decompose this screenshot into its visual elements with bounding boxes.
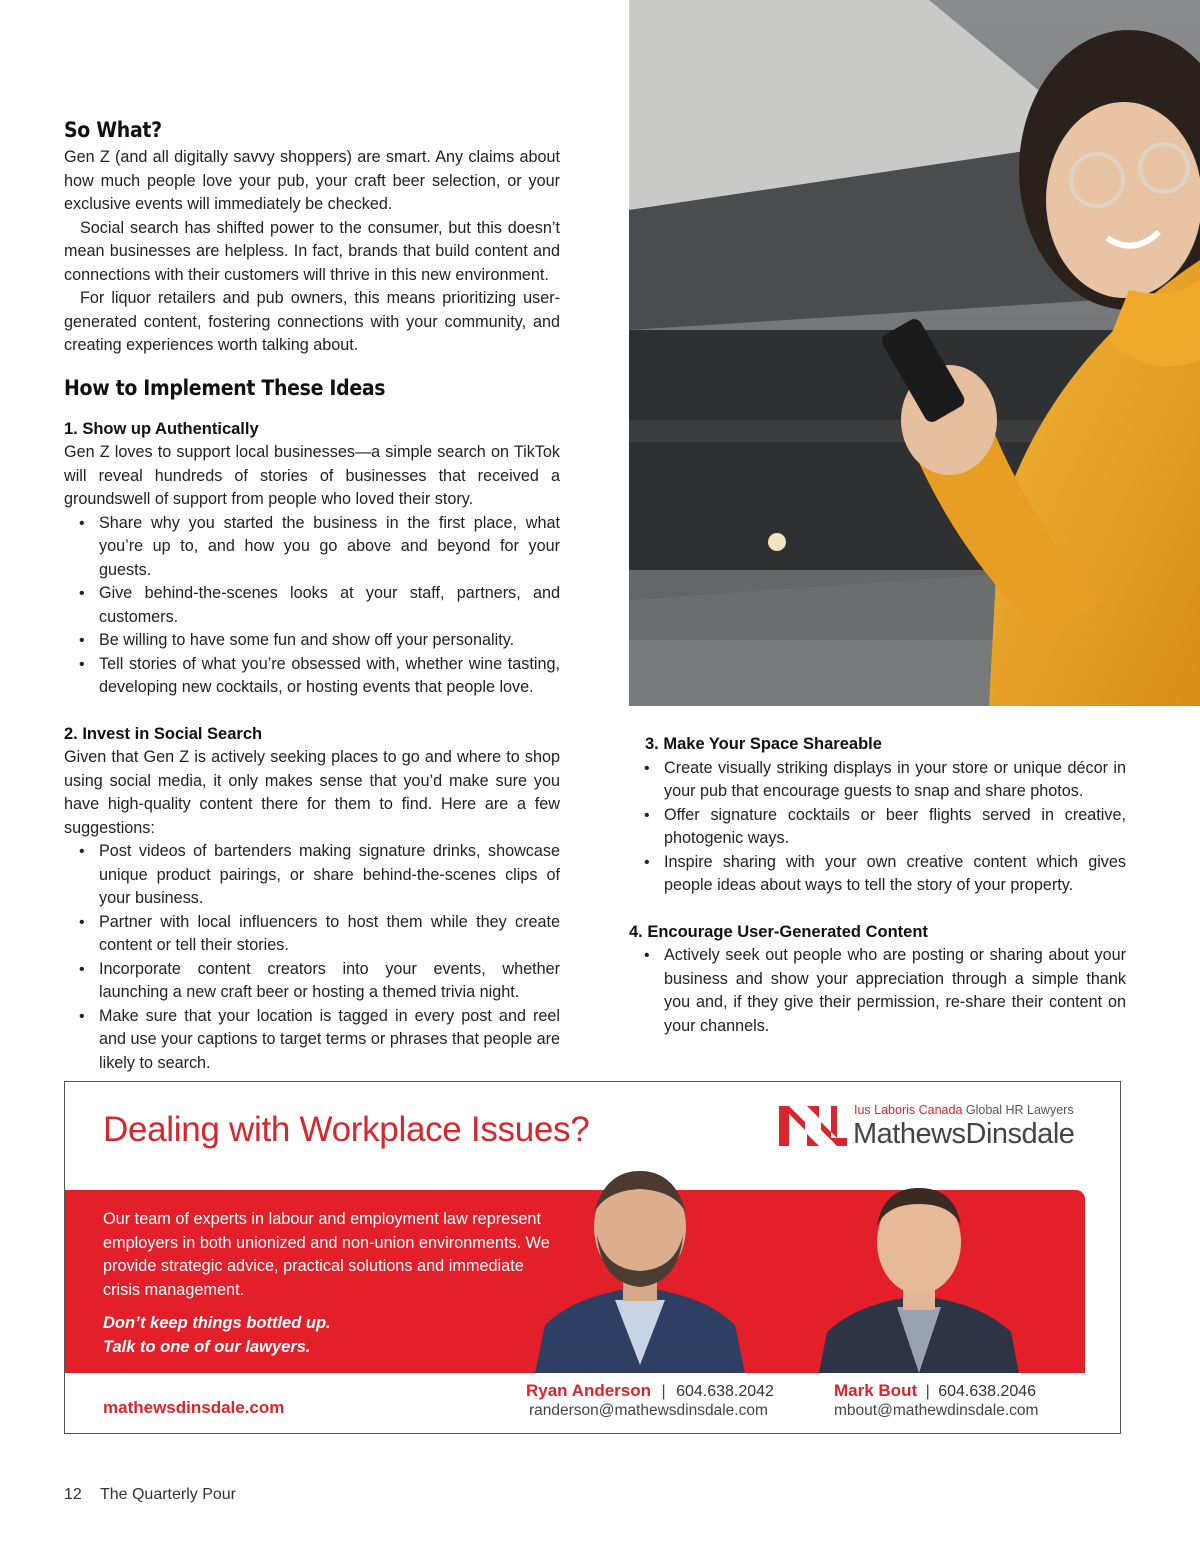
list-item: • Offer signature cocktails or beer flights served in creative, photogenic ways. [664, 804, 1126, 851]
contact-name: Ryan Anderson [526, 1381, 652, 1400]
section-1-title: 1. Show up Authentically [64, 419, 259, 438]
ad-title: Dealing with Workplace Issues? [103, 1110, 590, 1149]
list-item: • Create visually striking displays in your store or unique décor in your pub that encourage guests to snap and share photos. [664, 757, 1126, 804]
publication-name: The Quarterly Pour [99, 1486, 237, 1503]
list-item: • Inspire sharing with your own creative content which gives people ideas about ways to tell the story of your property. [664, 851, 1126, 898]
contact-email[interactable]: mbout@mathewdinsdale.com [834, 1402, 1039, 1419]
so-what-heading: So What? [64, 118, 162, 142]
contact-name: Mark Bout [834, 1381, 918, 1400]
section-2-intro: Given that Gen Z is actively seeking places to go and where to shop using social media, it only makes sense that you’d make sure you have high-quality content there for them to find. Here are a few suggestions: [64, 748, 560, 837]
ad-call-to-action [103, 1311, 331, 1359]
ad-cta-line-2: Talk to one of our lawyers. [103, 1338, 311, 1356]
ad-website-link[interactable]: mathewsdinsdale.com [103, 1398, 285, 1417]
ad-logo-name: MathewsDinsdale [853, 1118, 1075, 1150]
section-4-bullets [629, 944, 1126, 1038]
left-column [64, 118, 560, 1075]
section-3-bullets [629, 757, 1126, 898]
list-item: • Share why you started the business in the first place, what you’re up to, and how you go above and beyond for your guests. [99, 512, 560, 583]
contact-ryan-anderson: Ryan Anderson | 604.638.2042 randerson@mathewsdinsdale.com [526, 1381, 774, 1419]
list-item: • Partner with local influencers to host them while they create content or tell their stories. [99, 911, 560, 958]
page-number: 12 [64, 1486, 82, 1503]
list-item: • Give behind-the-scenes looks at your staff, partners, and customers. [99, 582, 560, 629]
right-column [629, 733, 1126, 1038]
section-4-title: 4. Encourage User-Generated Content [629, 922, 928, 941]
page-footer [64, 1486, 236, 1504]
logo-tag-rest: Global HR Lawyers [965, 1103, 1074, 1117]
ad-body-text: Our team of experts in labour and employment law represent employers in both unionized and non-union environments. We provide strategic advice, practical solutions and immediate crisis management. [103, 1210, 550, 1299]
hero-photo-illustration [629, 0, 1200, 706]
contact-mark-bout: Mark Bout | 604.638.2046 mbout@mathewdinsdale.com [834, 1381, 1039, 1419]
so-what-paragraph-2: Social search has shifted power to the consumer, but this doesn’t mean businesses are helpless. In fact, brands that build content and connections with their customers will thrive in this new environment. [64, 218, 560, 284]
portrait-mark-bout [819, 1182, 1019, 1373]
logo-tag-red: Ius Laboris Canada [854, 1103, 963, 1117]
list-item: • Incorporate content creators into your events, whether launching a new craft beer or hosting a themed trivia night. [99, 958, 560, 1005]
section-2-bullets [64, 840, 560, 1075]
list-item: • Post videos of bartenders making signature drinks, showcase unique product pairings, or share behind-the-scenes clips of your business. [99, 840, 560, 911]
advertisement [64, 1081, 1121, 1434]
list-item: • Make sure that your location is tagged in every post and reel and use your captions to target terms or phrases that people are likely to search. [99, 1005, 560, 1076]
list-item: • Actively seek out people who are posting or sharing about your business and show your appreciation through a simple thank you and, if they give their permission, re-share their content on your channels. [664, 944, 1126, 1038]
section-3-title: 3. Make Your Space Shareable [645, 735, 882, 753]
list-item: • Be willing to have some fun and show off your personality. [99, 629, 560, 653]
section-2-title: 2. Invest in Social Search [64, 724, 263, 743]
hero-photo [629, 0, 1200, 706]
portrait-ryan-anderson [535, 1165, 745, 1373]
implement-heading: How to Implement These Ideas [64, 375, 386, 400]
mathewsdinsdale-logo-icon [779, 1106, 847, 1146]
ad-cta-line-1: Don’t keep things bottled up. [103, 1314, 331, 1332]
so-what-paragraph-3: For liquor retailers and pub owners, this means prioritizing user-generated content, fostering connections with your community, and creating experiences worth talking about. [64, 289, 560, 354]
ad-logo-tagline [854, 1103, 1074, 1117]
section-1-intro: Gen Z loves to support local businesses—a simple search on TikTok will reveal hundreds of stories of businesses that received a groundswell of support from people who loved their story. [64, 443, 560, 508]
contact-phone: 604.638.2046 [938, 1383, 1037, 1400]
contact-email[interactable]: randerson@mathewsdinsdale.com [529, 1402, 768, 1419]
section-1-bullets [64, 512, 560, 700]
so-what-paragraph-1: Gen Z (and all digitally savvy shoppers) are smart. Any claims about how much people love your pub, your craft beer selection, or your exclusive events will immediately be checked. [64, 148, 560, 213]
contact-phone: 604.638.2042 [676, 1383, 774, 1400]
list-item: • Tell stories of what you’re obsessed with, whether wine tasting, developing new cocktails, or hosting events that people love. [99, 653, 560, 700]
